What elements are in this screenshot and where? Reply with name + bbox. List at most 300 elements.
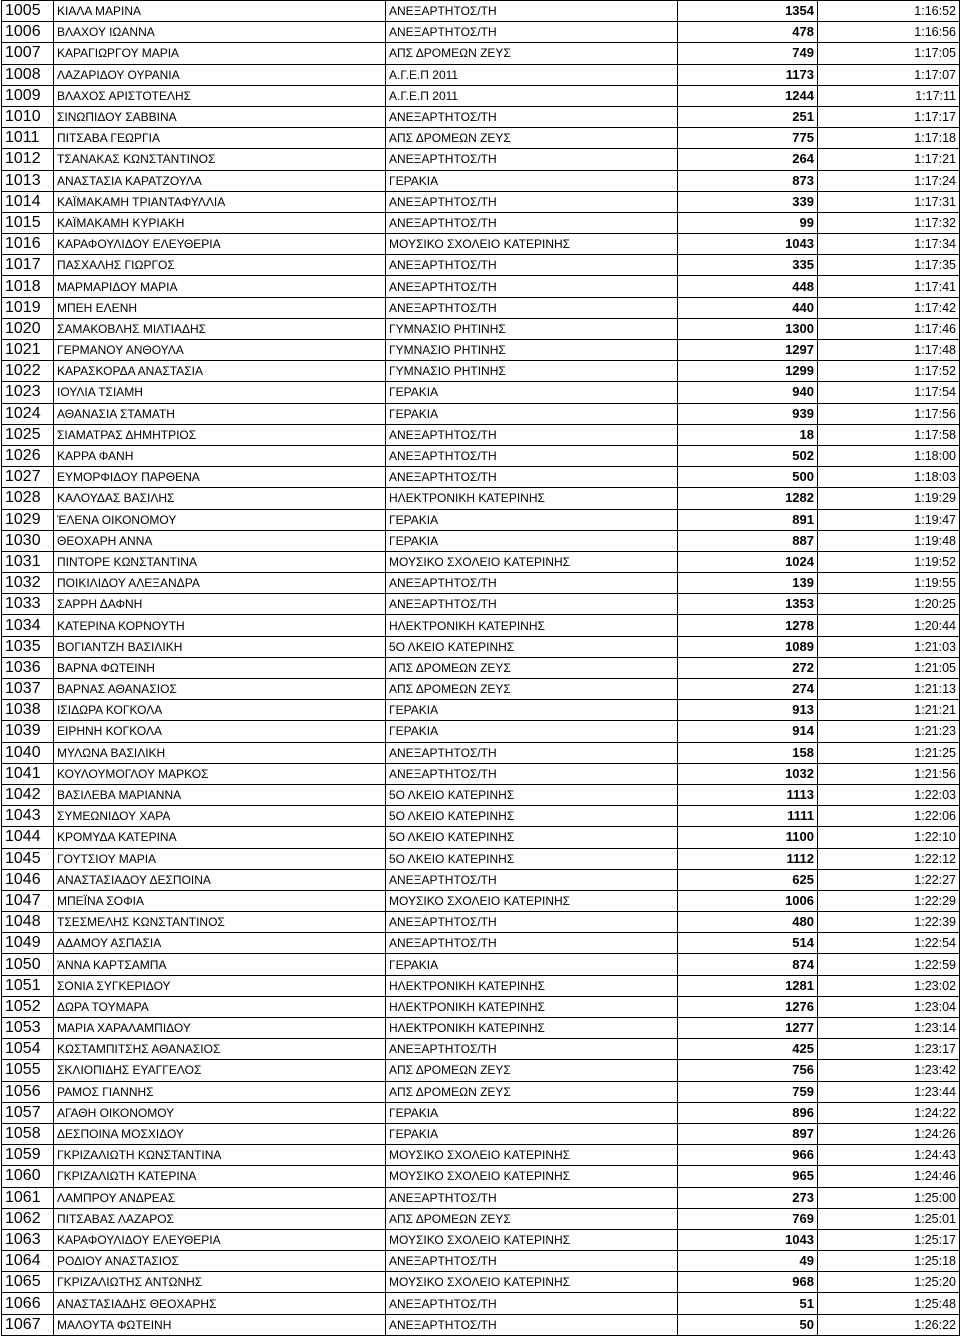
position-cell: 1034	[2, 615, 54, 636]
club-cell: 5Ο ΛΚΕΙΟ ΚΑΤΕΡΙΝΗΣ	[386, 784, 678, 805]
club-cell: ΓΥΜΝΑΣΙΟ ΡΗΤΙΝΗΣ	[386, 318, 678, 339]
runner-name-cell: ΣΟΝΙΑ ΣΥΓΚΕΡΙΔΟΥ	[54, 975, 386, 996]
table-row	[2, 149, 960, 170]
club-cell: ΓΕΡΑΚΙΑ	[386, 1102, 678, 1123]
runner-name-cell: ΕΥΜΟΡΦΙΔΟΥ ΠΑΡΘΕΝΑ	[54, 467, 386, 488]
bib-number-cell: 139	[678, 573, 818, 594]
finish-time-cell: 1:23:14	[818, 1018, 960, 1039]
bib-number-cell: 759	[678, 1081, 818, 1102]
club-cell: ΓΥΜΝΑΣΙΟ ΡΗΤΙΝΗΣ	[386, 340, 678, 361]
position-cell: 1027	[2, 467, 54, 488]
bib-number-cell: 873	[678, 170, 818, 191]
finish-time-cell: 1:17:46	[818, 318, 960, 339]
bib-number-cell: 18	[678, 424, 818, 445]
runner-name-cell: ΑΝΑΣΤΑΣΙΑΔΟΥ ΔΕΣΠΟΙΝΑ	[54, 869, 386, 890]
bib-number-cell: 1277	[678, 1018, 818, 1039]
runner-name-cell: ΓΕΡΜΑΝΟΥ ΑΝΘΟΥΛΑ	[54, 340, 386, 361]
position-cell: 1038	[2, 700, 54, 721]
bib-number-cell: 887	[678, 530, 818, 551]
club-cell: ΑΠΣ ΔΡΟΜΕΩΝ ΖΕΥΣ	[386, 43, 678, 64]
finish-time-cell: 1:17:11	[818, 85, 960, 106]
bib-number-cell: 264	[678, 149, 818, 170]
position-cell: 1058	[2, 1123, 54, 1144]
bib-number-cell: 99	[678, 212, 818, 233]
club-cell: ΜΟΥΣΙΚΟ ΣΧΟΛΕΙΟ ΚΑΤΕΡΙΝΗΣ	[386, 890, 678, 911]
runner-name-cell: ΚΑΛΟΥΔΑΣ ΒΑΣΙΛΗΣ	[54, 488, 386, 509]
table-row	[2, 1229, 960, 1250]
position-cell: 1057	[2, 1102, 54, 1123]
bib-number-cell: 480	[678, 912, 818, 933]
position-cell: 1009	[2, 85, 54, 106]
table-row	[2, 573, 960, 594]
position-cell: 1042	[2, 784, 54, 805]
table-row	[2, 784, 960, 805]
finish-time-cell: 1:20:44	[818, 615, 960, 636]
position-cell: 1067	[2, 1314, 54, 1335]
finish-time-cell: 1:23:42	[818, 1060, 960, 1081]
bib-number-cell: 1043	[678, 1229, 818, 1250]
runner-name-cell: ΜΥΛΩΝΑ ΒΑΣΙΛΙΚΗ	[54, 742, 386, 763]
finish-time-cell: 1:25:01	[818, 1208, 960, 1229]
runner-name-cell: ΣΑΜΑΚΟΒΛΗΣ ΜΙΛΤΙΑΔΗΣ	[54, 318, 386, 339]
finish-time-cell: 1:26:22	[818, 1314, 960, 1335]
table-row	[2, 22, 960, 43]
club-cell: Α.Γ.Ε.Π 2011	[386, 64, 678, 85]
table-row	[2, 1060, 960, 1081]
finish-time-cell: 1:25:20	[818, 1272, 960, 1293]
club-cell: ΑΝΕΞΑΡΤΗΤΟΣ/ΤΗ	[386, 191, 678, 212]
runner-name-cell: ΚΩΣΤΑΜΠΙΤΣΗΣ ΑΘΑΝΑΣΙΟΣ	[54, 1039, 386, 1060]
club-cell: ΑΝΕΞΑΡΤΗΤΟΣ/ΤΗ	[386, 149, 678, 170]
club-cell: ΑΝΕΞΑΡΤΗΤΟΣ/ΤΗ	[386, 1251, 678, 1272]
runner-name-cell: ΤΣΕΣΜΕΛΗΣ ΚΩΝΣΤΑΝΤΙΝΟΣ	[54, 912, 386, 933]
bib-number-cell: 775	[678, 128, 818, 149]
runner-name-cell: ΠΙΤΣΑΒΑΣ ΛΑΖΑΡΟΣ	[54, 1208, 386, 1229]
runner-name-cell: ΈΛΕΝΑ ΟΙΚΟΝΟΜΟΥ	[54, 509, 386, 530]
finish-time-cell: 1:22:27	[818, 869, 960, 890]
finish-time-cell: 1:20:25	[818, 594, 960, 615]
club-cell: ΑΝΕΞΑΡΤΗΤΟΣ/ΤΗ	[386, 1, 678, 22]
position-cell: 1007	[2, 43, 54, 64]
position-cell: 1023	[2, 382, 54, 403]
position-cell: 1011	[2, 128, 54, 149]
position-cell: 1039	[2, 721, 54, 742]
table-row	[2, 382, 960, 403]
club-cell: ΑΝΕΞΑΡΤΗΤΟΣ/ΤΗ	[386, 22, 678, 43]
club-cell: ΗΛΕΚΤΡΟΝΙΚΗ ΚΑΤΕΡΙΝΗΣ	[386, 488, 678, 509]
finish-time-cell: 1:16:56	[818, 22, 960, 43]
position-cell: 1052	[2, 996, 54, 1017]
table-row	[2, 1123, 960, 1144]
table-row	[2, 64, 960, 85]
table-row	[2, 996, 960, 1017]
bib-number-cell: 913	[678, 700, 818, 721]
finish-time-cell: 1:22:10	[818, 827, 960, 848]
bib-number-cell: 1112	[678, 848, 818, 869]
table-row	[2, 890, 960, 911]
table-row	[2, 467, 960, 488]
bib-number-cell: 1024	[678, 551, 818, 572]
finish-time-cell: 1:22:29	[818, 890, 960, 911]
bib-number-cell: 339	[678, 191, 818, 212]
table-row	[2, 191, 960, 212]
position-cell: 1060	[2, 1166, 54, 1187]
club-cell: ΜΟΥΣΙΚΟ ΣΧΟΛΕΙΟ ΚΑΤΕΡΙΝΗΣ	[386, 1166, 678, 1187]
bib-number-cell: 939	[678, 403, 818, 424]
bib-number-cell: 756	[678, 1060, 818, 1081]
club-cell: ΑΝΕΞΑΡΤΗΤΟΣ/ΤΗ	[386, 424, 678, 445]
club-cell: ΑΝΕΞΑΡΤΗΤΟΣ/ΤΗ	[386, 1039, 678, 1060]
runner-name-cell: ΒΑΡΝΑ ΦΩΤΕΙΝΗ	[54, 657, 386, 678]
table-row	[2, 170, 960, 191]
runner-name-cell: ΣΙΝΩΠΙΔΟΥ ΣΑΒΒΙΝΑ	[54, 106, 386, 127]
finish-time-cell: 1:17:54	[818, 382, 960, 403]
runner-name-cell: ΠΙΝΤΟΡΕ ΚΩΝΣΤΑΝΤΙΝΑ	[54, 551, 386, 572]
finish-time-cell: 1:17:52	[818, 361, 960, 382]
club-cell: ΑΝΕΞΑΡΤΗΤΟΣ/ΤΗ	[386, 106, 678, 127]
bib-number-cell: 968	[678, 1272, 818, 1293]
position-cell: 1015	[2, 212, 54, 233]
runner-name-cell: ΔΩΡΑ ΤΟΥΜΑΡΑ	[54, 996, 386, 1017]
club-cell: Α.Γ.Ε.Π 2011	[386, 85, 678, 106]
finish-time-cell: 1:17:05	[818, 43, 960, 64]
bib-number-cell: 1032	[678, 763, 818, 784]
finish-time-cell: 1:21:25	[818, 742, 960, 763]
club-cell: ΑΝΕΞΑΡΤΗΤΟΣ/ΤΗ	[386, 212, 678, 233]
runner-name-cell: ΚΑΡΑΣΚΟΡΔΑ ΑΝΑΣΤΑΣΙΑ	[54, 361, 386, 382]
bib-number-cell: 448	[678, 276, 818, 297]
position-cell: 1055	[2, 1060, 54, 1081]
runner-name-cell: ΘΕΟΧΑΡΗ ΑΝΝΑ	[54, 530, 386, 551]
position-cell: 1016	[2, 234, 54, 255]
runner-name-cell: ΓΟΥΤΣΙΟΥ ΜΑΡΙΑ	[54, 848, 386, 869]
runner-name-cell: ΙΣΙΔΩΡΑ ΚΟΓΚΟΛΑ	[54, 700, 386, 721]
bib-number-cell: 1113	[678, 784, 818, 805]
table-row	[2, 403, 960, 424]
table-row	[2, 615, 960, 636]
finish-time-cell: 1:22:54	[818, 933, 960, 954]
finish-time-cell: 1:21:05	[818, 657, 960, 678]
position-cell: 1014	[2, 191, 54, 212]
bib-number-cell: 1354	[678, 1, 818, 22]
position-cell: 1047	[2, 890, 54, 911]
runner-name-cell: ΚΑΡΑΦΟΥΛΙΔΟΥ ΕΛΕΥΘΕΡΙΑ	[54, 1229, 386, 1250]
club-cell: ΜΟΥΣΙΚΟ ΣΧΟΛΕΙΟ ΚΑΤΕΡΙΝΗΣ	[386, 551, 678, 572]
table-row	[2, 1272, 960, 1293]
position-cell: 1019	[2, 297, 54, 318]
finish-time-cell: 1:24:22	[818, 1102, 960, 1123]
position-cell: 1054	[2, 1039, 54, 1060]
table-row	[2, 424, 960, 445]
runner-name-cell: ΠΙΤΣΑΒΑ ΓΕΩΡΓΙΑ	[54, 128, 386, 149]
position-cell: 1032	[2, 573, 54, 594]
table-row	[2, 636, 960, 657]
runner-name-cell: ΣΙΑΜΑΤΡΑΣ ΔΗΜΗΤΡΙΟΣ	[54, 424, 386, 445]
club-cell: ΜΟΥΣΙΚΟ ΣΧΟΛΕΙΟ ΚΑΤΕΡΙΝΗΣ	[386, 1272, 678, 1293]
table-row	[2, 1145, 960, 1166]
club-cell: ΓΕΡΑΚΙΑ	[386, 170, 678, 191]
runner-name-cell: ΚΑΡΡΑ ΦΑΝΗ	[54, 445, 386, 466]
club-cell: ΑΠΣ ΔΡΟΜΕΩΝ ΖΕΥΣ	[386, 1081, 678, 1102]
bib-number-cell: 273	[678, 1187, 818, 1208]
finish-time-cell: 1:18:03	[818, 467, 960, 488]
runner-name-cell: ΑΔΑΜΟΥ ΑΣΠΑΣΙΑ	[54, 933, 386, 954]
bib-number-cell: 1043	[678, 234, 818, 255]
table-row	[2, 1102, 960, 1123]
runner-name-cell: ΚΑΪΜΑΚΑΜΗ ΤΡΙΑΝΤΑΦΥΛΛΙΑ	[54, 191, 386, 212]
finish-time-cell: 1:22:06	[818, 806, 960, 827]
club-cell: ΗΛΕΚΤΡΟΝΙΚΗ ΚΑΤΕΡΙΝΗΣ	[386, 1018, 678, 1039]
bib-number-cell: 1173	[678, 64, 818, 85]
club-cell: 5Ο ΛΚΕΙΟ ΚΑΤΕΡΙΝΗΣ	[386, 848, 678, 869]
finish-time-cell: 1:17:31	[818, 191, 960, 212]
finish-time-cell: 1:21:21	[818, 700, 960, 721]
table-row	[2, 848, 960, 869]
table-row	[2, 1251, 960, 1272]
runner-name-cell: ΚΟΥΛΟΥΜΟΓΛΟΥ ΜΑΡΚΟΣ	[54, 763, 386, 784]
finish-time-cell: 1:23:04	[818, 996, 960, 1017]
table-row	[2, 106, 960, 127]
position-cell: 1035	[2, 636, 54, 657]
runner-name-cell: ΡΑΜΟΣ ΓΙΑΝΝΗΣ	[54, 1081, 386, 1102]
finish-time-cell: 1:17:35	[818, 255, 960, 276]
runner-name-cell: ΕΙΡΗΝΗ ΚΟΓΚΟΛΑ	[54, 721, 386, 742]
bib-number-cell: 896	[678, 1102, 818, 1123]
table-row	[2, 445, 960, 466]
bib-number-cell: 251	[678, 106, 818, 127]
bib-number-cell: 1300	[678, 318, 818, 339]
runner-name-cell: ΜΑΛΟΥΤΑ ΦΩΤΕΙΝΗ	[54, 1314, 386, 1335]
bib-number-cell: 478	[678, 22, 818, 43]
position-cell: 1008	[2, 64, 54, 85]
bib-number-cell: 874	[678, 954, 818, 975]
finish-time-cell: 1:24:26	[818, 1123, 960, 1144]
finish-time-cell: 1:22:39	[818, 912, 960, 933]
runner-name-cell: ΒΛΑΧΟΥ ΙΩΑΝΝΑ	[54, 22, 386, 43]
runner-name-cell: ΚΑΤΕΡΙΝΑ ΚΟΡΝΟΥΤΗ	[54, 615, 386, 636]
club-cell: 5Ο ΛΚΕΙΟ ΚΑΤΕΡΙΝΗΣ	[386, 636, 678, 657]
finish-time-cell: 1:17:41	[818, 276, 960, 297]
position-cell: 1033	[2, 594, 54, 615]
table-row	[2, 869, 960, 890]
position-cell: 1065	[2, 1272, 54, 1293]
table-row	[2, 1018, 960, 1039]
bib-number-cell: 897	[678, 1123, 818, 1144]
club-cell: ΜΟΥΣΙΚΟ ΣΧΟΛΕΙΟ ΚΑΤΕΡΙΝΗΣ	[386, 1229, 678, 1250]
bib-number-cell: 966	[678, 1145, 818, 1166]
finish-time-cell: 1:22:03	[818, 784, 960, 805]
club-cell: ΑΝΕΞΑΡΤΗΤΟΣ/ΤΗ	[386, 276, 678, 297]
bib-number-cell: 891	[678, 509, 818, 530]
bib-number-cell: 272	[678, 657, 818, 678]
bib-number-cell: 158	[678, 742, 818, 763]
position-cell: 1049	[2, 933, 54, 954]
runner-name-cell: ΒΑΣΙΛΕΒΑ ΜΑΡΙΑΝΝΑ	[54, 784, 386, 805]
table-row	[2, 488, 960, 509]
position-cell: 1056	[2, 1081, 54, 1102]
table-row	[2, 128, 960, 149]
bib-number-cell: 1244	[678, 85, 818, 106]
bib-number-cell: 965	[678, 1166, 818, 1187]
table-row	[2, 551, 960, 572]
bib-number-cell: 749	[678, 43, 818, 64]
table-row	[2, 827, 960, 848]
table-row	[2, 975, 960, 996]
table-row	[2, 234, 960, 255]
runner-name-cell: ΓΚΡΙΖΑΛΙΩΤΗΣ ΑΝΤΩΝΗΣ	[54, 1272, 386, 1293]
runner-name-cell: ΒΑΡΝΑΣ ΑΘΑΝΑΣΙΟΣ	[54, 679, 386, 700]
table-row	[2, 212, 960, 233]
finish-time-cell: 1:17:48	[818, 340, 960, 361]
finish-time-cell: 1:21:03	[818, 636, 960, 657]
finish-time-cell: 1:23:17	[818, 1039, 960, 1060]
finish-time-cell: 1:17:24	[818, 170, 960, 191]
position-cell: 1024	[2, 403, 54, 424]
club-cell: ΑΝΕΞΑΡΤΗΤΟΣ/ΤΗ	[386, 573, 678, 594]
finish-time-cell: 1:17:18	[818, 128, 960, 149]
finish-time-cell: 1:22:12	[818, 848, 960, 869]
position-cell: 1046	[2, 869, 54, 890]
runner-name-cell: ΓΚΡΙΖΑΛΙΩΤΗ ΚΩΝΣΤΑΝΤΙΝΑ	[54, 1145, 386, 1166]
table-row	[2, 1314, 960, 1335]
runner-name-cell: ΤΣΑΝΑΚΑΣ ΚΩΝΣΤΑΝΤΙΝΟΣ	[54, 149, 386, 170]
finish-time-cell: 1:19:47	[818, 509, 960, 530]
position-cell: 1037	[2, 679, 54, 700]
results-table	[1, 0, 960, 1336]
club-cell: ΑΝΕΞΑΡΤΗΤΟΣ/ΤΗ	[386, 297, 678, 318]
position-cell: 1044	[2, 827, 54, 848]
finish-time-cell: 1:18:00	[818, 445, 960, 466]
table-row	[2, 297, 960, 318]
bib-number-cell: 1100	[678, 827, 818, 848]
position-cell: 1030	[2, 530, 54, 551]
runner-name-cell: ΑΓΑΘΗ ΟΙΚΟΝΟΜΟΥ	[54, 1102, 386, 1123]
finish-time-cell: 1:17:32	[818, 212, 960, 233]
bib-number-cell: 1299	[678, 361, 818, 382]
club-cell: ΑΝΕΞΑΡΤΗΤΟΣ/ΤΗ	[386, 1187, 678, 1208]
bib-number-cell: 940	[678, 382, 818, 403]
finish-time-cell: 1:22:59	[818, 954, 960, 975]
table-row	[2, 318, 960, 339]
club-cell: ΓΕΡΑΚΙΑ	[386, 1123, 678, 1144]
bib-number-cell: 1282	[678, 488, 818, 509]
runner-name-cell: ΣΥΜΕΩΝΙΔΟΥ ΧΑΡΑ	[54, 806, 386, 827]
position-cell: 1010	[2, 106, 54, 127]
club-cell: ΑΝΕΞΑΡΤΗΤΟΣ/ΤΗ	[386, 763, 678, 784]
runner-name-cell: ΒΛΑΧΟΣ ΑΡΙΣΤΟΤΕΛΗΣ	[54, 85, 386, 106]
runner-name-cell: ΜΑΡΙΑ ΧΑΡΑΛΑΜΠΙΔΟΥ	[54, 1018, 386, 1039]
club-cell: ΓΕΡΑΚΙΑ	[386, 509, 678, 530]
bib-number-cell: 1089	[678, 636, 818, 657]
bib-number-cell: 1281	[678, 975, 818, 996]
table-row	[2, 933, 960, 954]
club-cell: ΓΕΡΑΚΙΑ	[386, 954, 678, 975]
table-row	[2, 1039, 960, 1060]
table-row	[2, 1187, 960, 1208]
finish-time-cell: 1:19:48	[818, 530, 960, 551]
position-cell: 1021	[2, 340, 54, 361]
club-cell: ΑΠΣ ΔΡΟΜΕΩΝ ΖΕΥΣ	[386, 1060, 678, 1081]
position-cell: 1031	[2, 551, 54, 572]
position-cell: 1048	[2, 912, 54, 933]
position-cell: 1063	[2, 1229, 54, 1250]
club-cell: ΑΝΕΞΑΡΤΗΤΟΣ/ΤΗ	[386, 933, 678, 954]
club-cell: ΓΕΡΑΚΙΑ	[386, 382, 678, 403]
club-cell: ΑΝΕΞΑΡΤΗΤΟΣ/ΤΗ	[386, 445, 678, 466]
club-cell: ΑΝΕΞΑΡΤΗΤΟΣ/ΤΗ	[386, 255, 678, 276]
runner-name-cell: ΣΑΡΡΗ ΔΑΦΝΗ	[54, 594, 386, 615]
position-cell: 1050	[2, 954, 54, 975]
runner-name-cell: ΛΑΖΑΡΙΔΟΥ ΟΥΡΑΝΙΑ	[54, 64, 386, 85]
table-row	[2, 530, 960, 551]
club-cell: ΑΝΕΞΑΡΤΗΤΟΣ/ΤΗ	[386, 467, 678, 488]
position-cell: 1006	[2, 22, 54, 43]
club-cell: 5Ο ΛΚΕΙΟ ΚΑΤΕΡΙΝΗΣ	[386, 806, 678, 827]
club-cell: ΑΝΕΞΑΡΤΗΤΟΣ/ΤΗ	[386, 1314, 678, 1335]
table-row	[2, 721, 960, 742]
table-row	[2, 255, 960, 276]
bib-number-cell: 274	[678, 679, 818, 700]
table-row	[2, 361, 960, 382]
club-cell: ΓΥΜΝΑΣΙΟ ΡΗΤΙΝΗΣ	[386, 361, 678, 382]
position-cell: 1043	[2, 806, 54, 827]
bib-number-cell: 440	[678, 297, 818, 318]
finish-time-cell: 1:17:17	[818, 106, 960, 127]
club-cell: ΓΕΡΑΚΙΑ	[386, 700, 678, 721]
bib-number-cell: 1111	[678, 806, 818, 827]
bib-number-cell: 914	[678, 721, 818, 742]
position-cell: 1041	[2, 763, 54, 784]
bib-number-cell: 1006	[678, 890, 818, 911]
finish-time-cell: 1:25:18	[818, 1251, 960, 1272]
table-row	[2, 806, 960, 827]
club-cell: ΗΛΕΚΤΡΟΝΙΚΗ ΚΑΤΕΡΙΝΗΣ	[386, 996, 678, 1017]
finish-time-cell: 1:23:02	[818, 975, 960, 996]
runner-name-cell: ΙΟΥΛΙΑ ΤΣΙΑΜΗ	[54, 382, 386, 403]
runner-name-cell: ΚΡΟΜΥΔΑ ΚΑΤΕΡΙΝΑ	[54, 827, 386, 848]
runner-name-cell: ΜΑΡΜΑΡΙΔΟΥ ΜΑΡΙΑ	[54, 276, 386, 297]
table-row	[2, 509, 960, 530]
bib-number-cell: 425	[678, 1039, 818, 1060]
runner-name-cell: ΑΘΑΝΑΣΙΑ ΣΤΑΜΑΤΗ	[54, 403, 386, 424]
bib-number-cell: 1278	[678, 615, 818, 636]
runner-name-cell: ΚΑΡΑΓΙΩΡΓΟΥ ΜΑΡΙΑ	[54, 43, 386, 64]
finish-time-cell: 1:17:07	[818, 64, 960, 85]
position-cell: 1062	[2, 1208, 54, 1229]
club-cell: ΑΝΕΞΑΡΤΗΤΟΣ/ΤΗ	[386, 869, 678, 890]
table-row	[2, 85, 960, 106]
table-row	[2, 1293, 960, 1314]
bib-number-cell: 335	[678, 255, 818, 276]
finish-time-cell: 1:25:48	[818, 1293, 960, 1314]
bib-number-cell: 1353	[678, 594, 818, 615]
table-row	[2, 657, 960, 678]
table-row	[2, 1, 960, 22]
table-row	[2, 742, 960, 763]
table-row	[2, 1081, 960, 1102]
position-cell: 1020	[2, 318, 54, 339]
table-row	[2, 679, 960, 700]
runner-name-cell: ΆΝΝΑ ΚΑΡΤΣΑΜΠΑ	[54, 954, 386, 975]
club-cell: ΗΛΕΚΤΡΟΝΙΚΗ ΚΑΤΕΡΙΝΗΣ	[386, 975, 678, 996]
club-cell: ΑΝΕΞΑΡΤΗΤΟΣ/ΤΗ	[386, 594, 678, 615]
position-cell: 1012	[2, 149, 54, 170]
club-cell: ΗΛΕΚΤΡΟΝΙΚΗ ΚΑΤΕΡΙΝΗΣ	[386, 615, 678, 636]
runner-name-cell: ΜΠΕΗ ΕΛΕΝΗ	[54, 297, 386, 318]
finish-time-cell: 1:21:56	[818, 763, 960, 784]
finish-time-cell: 1:17:21	[818, 149, 960, 170]
table-row	[2, 1208, 960, 1229]
